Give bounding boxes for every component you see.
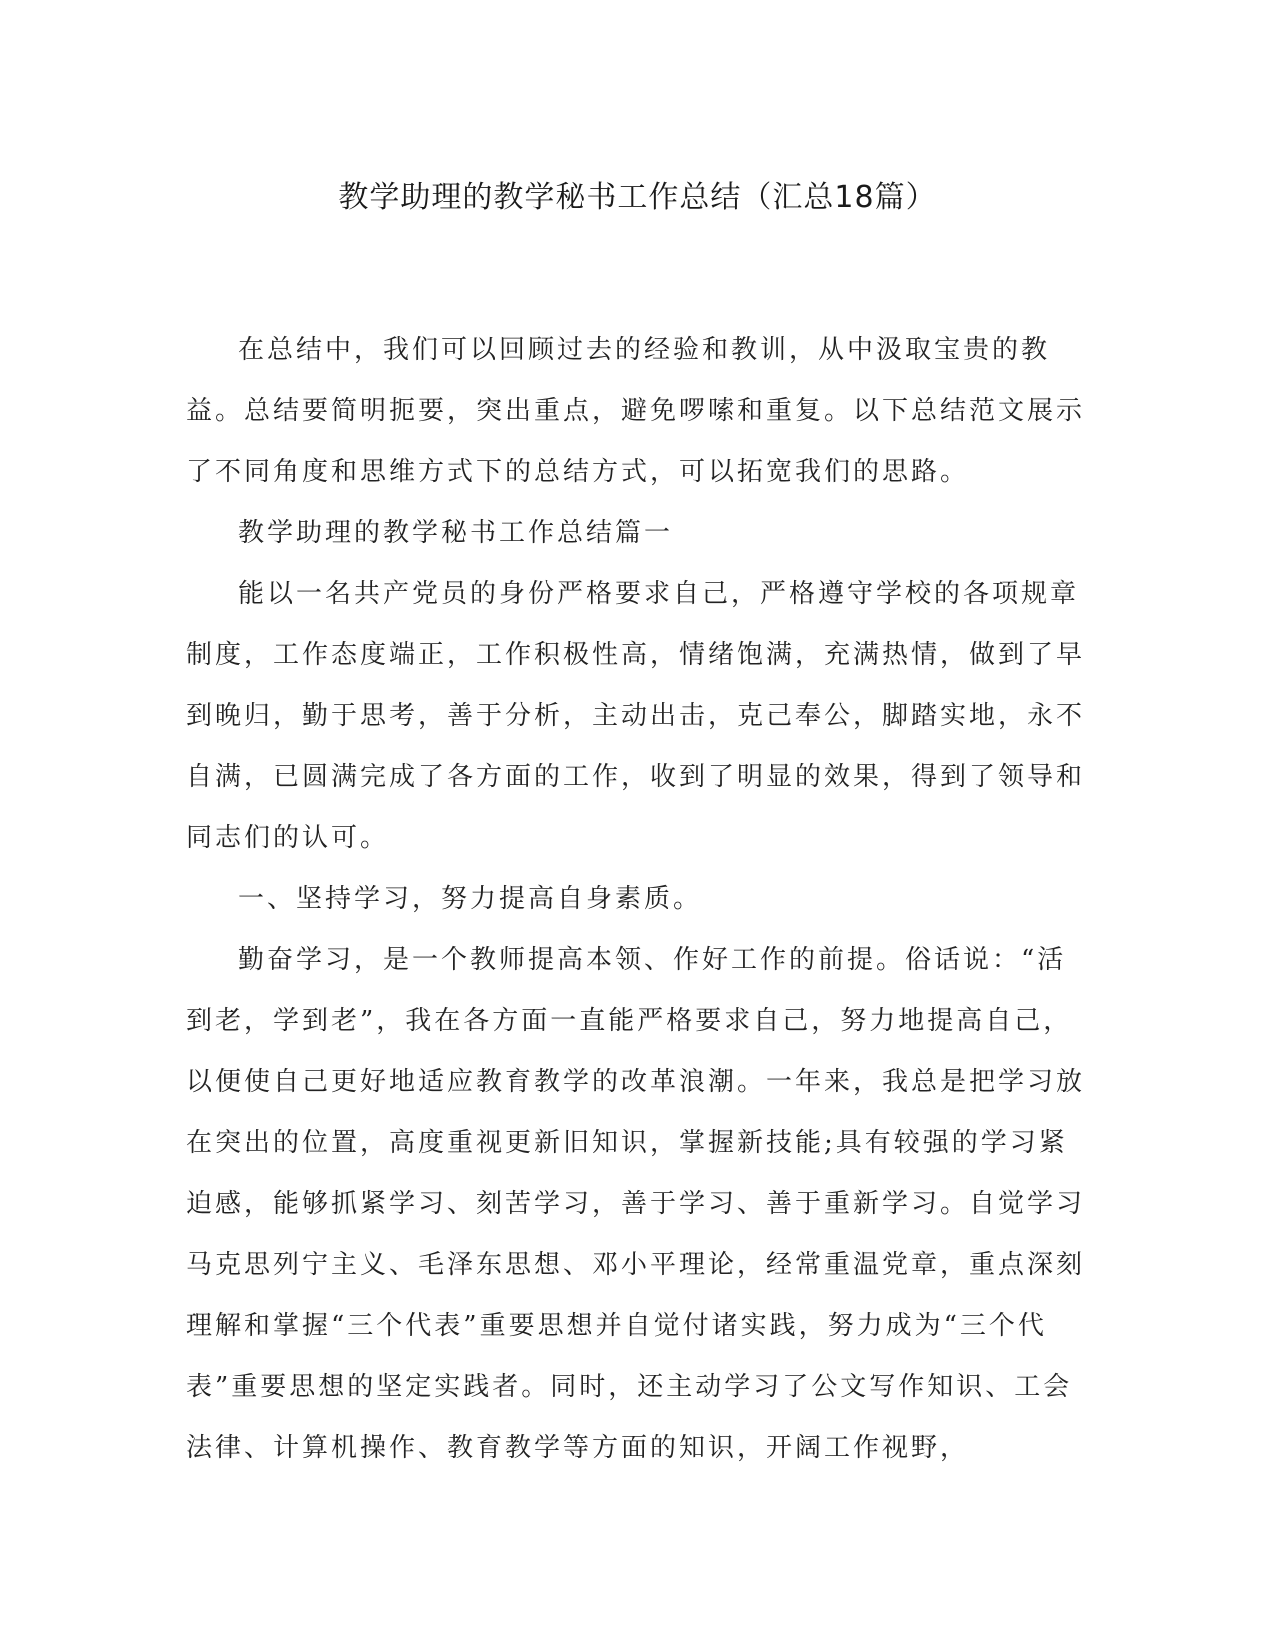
document-body <box>186 320 1086 1479</box>
paragraph-intro: 在总结中，我们可以回顾过去的经验和教训，从中汲取宝贵的教益。总结要简明扼要，突出重点，避免啰嗦和重复。以下总结范文展示了不同角度和思维方式下的总结方式，可以拓宽我们的思路。 <box>186 335 1086 487</box>
paragraph-study: 勤奋学习，是一个教师提高本领、作好工作的前提。俗话说：“活到老，学到老”，我在各方面一直能严格要求自己，努力地提高自己，以便使自己更好地适应教育教学的改革浪潮。一年来，我总是把学习放在突出的位置，高度重视更新旧知识，掌握新技能;具有较强的学习紧迫感，能够抓紧学习、刻苦学习，善于学习、善于重新学习。自觉学习马克思列宁主义、毛泽东思想、邓小平理论，经常重温党章，重点深刻理解和掌握“三个代表”重要思想并自觉付诸实践，努力成为“三个代表”重要思想的坚定实践者。同时，还主动学习了公文写作知识、工会法律、计算机操作、教育教学等方面的知识，开阔工作视野， <box>186 945 1086 1463</box>
paragraph-attitude: 能以一名共产党员的身份严格要求自己，严格遵守学校的各项规章制度，工作态度端正，工作积极性高，情绪饱满，充满热情，做到了早到晚归，勤于思考，善于分析，主动出击，克己奉公，脚踏实地，永不自满，已圆满完成了各方面的工作，收到了明显的效果，得到了领导和同志们的认可。 <box>186 579 1086 853</box>
section-heading-study: 一、坚持学习，努力提高自身素质。 <box>238 884 703 914</box>
section-heading-part-one: 教学助理的教学秘书工作总结篇一 <box>238 518 674 548</box>
document-title: 教学助理的教学秘书工作总结（汇总18篇） <box>338 180 937 215</box>
